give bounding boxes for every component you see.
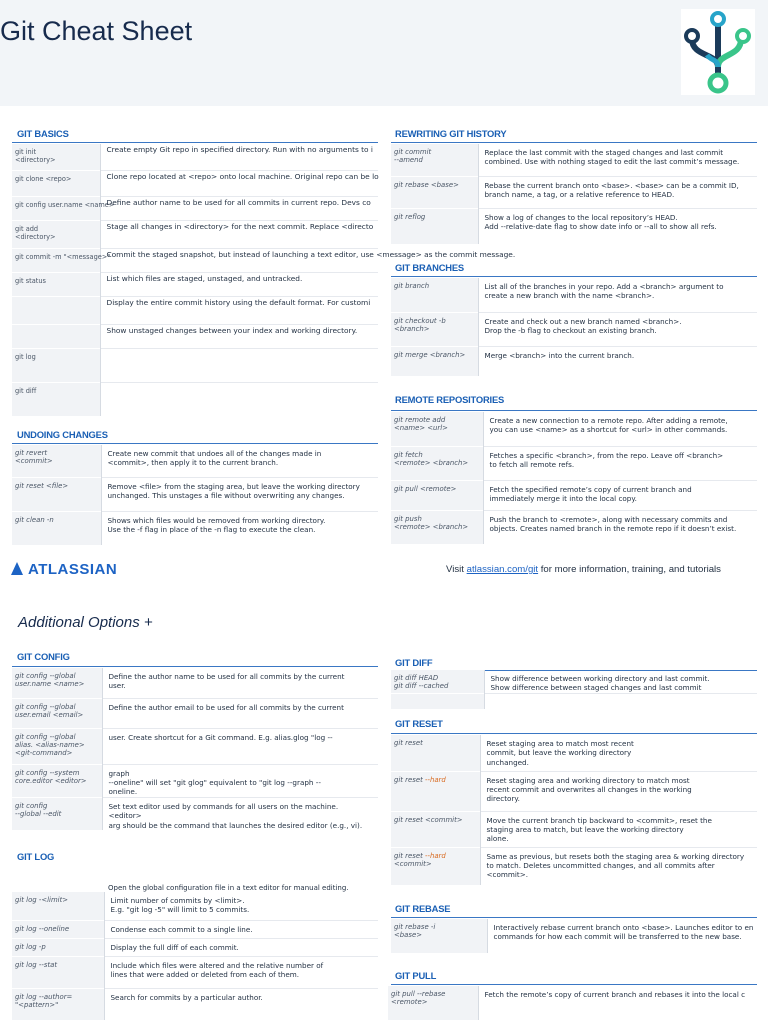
section-title-rewriting: REWRITING GIT HISTORY [395, 128, 507, 139]
command-cell: git reset <file> [12, 477, 101, 511]
table-row [12, 382, 378, 416]
command-cell: git log -<limit> [12, 892, 104, 920]
table-rebase [391, 919, 768, 953]
command-cell: git status [12, 272, 100, 296]
description-cell: Commit the staged snapshot, but instead of launching a text editor, use <message> as the commit message. [100, 248, 378, 272]
description-cell: Push the branch to <remote>, along with necessary commits and objects. Creates named branch in the remote repo if it doesn’t exist. [483, 510, 757, 544]
description-cell: Define author name to be used for all commits in current repo. Devs co [100, 196, 378, 220]
section-title-remote: REMOTE REPOSITORIES [395, 394, 505, 405]
description-cell: Set text editor used by commands for all users on the machine. <editor> arg should be the command that launches the desired editor (e.g., vi). [102, 797, 378, 830]
table-rewriting [391, 144, 757, 244]
description-cell: Move the current branch tip backward to <commit>, reset the staging area to match, but leave the working directory alone. [480, 811, 757, 847]
description-cell: Limit number of commits by <limit>. E.g. "git log -5" will limit to 5 commits. [104, 892, 378, 920]
table-undoing [12, 445, 378, 545]
section-title-config: GIT CONFIG [17, 651, 70, 662]
table-row [12, 445, 378, 477]
table-row [391, 480, 757, 510]
description-cell: List which files are staged, unstaged, and untracked. [100, 272, 378, 296]
description-cell: Reset staging area to match most recent commit, but leave the working directory unchanged. [480, 735, 757, 771]
table-row [391, 312, 757, 346]
description-cell: Display the full diff of each commit. [104, 938, 378, 956]
description-cell: Create a new connection to a remote repo. After adding a remote, you can use <name> as a shortcut for <url> in other commands. [483, 412, 757, 446]
config-trailing-note: Open the global configuration file in a text editor for manual editing. [108, 884, 349, 892]
description-cell: Search for commits by a particular author. [104, 988, 378, 1020]
description-cell: Same as previous, but resets both the staging area & working directory to match. Deletes uncommitted changes, and all commits after <commit>. [480, 847, 757, 885]
command-cell [12, 296, 100, 324]
command-cell: git branch [391, 278, 478, 312]
command-cell: git init <directory> [12, 144, 100, 170]
table-row [391, 144, 757, 176]
command-cell: git diff HEAD git diff --cached [391, 670, 484, 693]
section-title-diff: GIT DIFF [395, 657, 433, 668]
section-rule [391, 142, 757, 143]
page-title: Git Cheat Sheet [0, 16, 193, 46]
description-cell: Display the entire commit history using the default format. For customi [100, 296, 378, 324]
table-row [12, 988, 378, 1020]
table-row [12, 220, 378, 248]
command-cell: git diff [12, 382, 100, 416]
description-cell: Create new commit that undoes all of the changes made in <commit>, then apply it to the current branch. [101, 445, 378, 477]
table-row [12, 764, 378, 797]
atlassian-git-link[interactable]: atlassian.com/git [466, 564, 539, 575]
visit-suffix: for more information, training, and tutorials [538, 564, 721, 575]
description-cell: Fetch the specified remote’s copy of current branch and immediately merge it into the local copy. [483, 480, 757, 510]
description-cell: Clone repo located at <repo> onto local machine. Original repo can be lo [100, 170, 378, 196]
table-row [391, 771, 757, 811]
description-cell: List all of the branches in your repo. Add a <branch> argument to create a new branch with the name <branch>. [478, 278, 757, 312]
command-cell: git clone <repo> [12, 170, 100, 196]
table-row [391, 919, 768, 953]
table-row [12, 920, 378, 938]
description-cell: Define the author email to be used for all commits by the current [102, 698, 378, 728]
section-rule [391, 917, 757, 918]
command-cell: git commit --amend [391, 144, 478, 176]
section-title-reset: GIT RESET [395, 718, 443, 729]
command-cell: git reset <commit> [391, 811, 480, 847]
description-cell: Interactively rebase current branch onto <base>. Launches editor to en commands for how each commit will be transferred to the new base. [487, 919, 768, 953]
additional-options-heading[interactable]: Additional Options + [18, 614, 153, 631]
command-cell: git log --stat [12, 956, 104, 988]
section-rule [391, 733, 757, 734]
table-row [12, 170, 378, 196]
command-cell: git revert <commit> [12, 445, 101, 477]
command-cell: git config user.name <name> [12, 196, 100, 220]
command-cell: git checkout -b <branch> [391, 312, 478, 346]
section-rule [12, 443, 378, 444]
section-rule [391, 984, 757, 985]
command-cell: git reflog [391, 208, 478, 244]
command-cell: git log --author= "<pattern>" [12, 988, 104, 1020]
table-row [12, 296, 378, 324]
command-cell: git fetch <remote> <branch> [391, 446, 483, 480]
description-cell [100, 348, 378, 382]
command-cell [12, 324, 100, 348]
table-row [12, 348, 378, 382]
command-cell [391, 693, 484, 709]
command-cell: git config --global --edit [12, 797, 102, 830]
description-cell: Define the author name to be used for all commits by the current user. [102, 668, 378, 698]
visit-text [446, 564, 721, 575]
description-cell: Remove <file> from the staging area, but leave the working directory unchanged. This unstages a file without overwriting any changes. [101, 477, 378, 511]
section-title-pull: GIT PULL [395, 970, 437, 981]
description-cell [484, 693, 757, 709]
command-cell: git remote add <name> <url> [391, 412, 483, 446]
atlassian-mark-icon [11, 562, 23, 575]
command-cell: git config --global alias. <alias-name> <git-command> [12, 728, 102, 764]
command-cell: git log [12, 348, 100, 382]
command-cell: git pull --rebase <remote> [388, 986, 478, 1020]
table-row [391, 735, 757, 771]
section-title-log: GIT LOG [17, 851, 55, 862]
description-cell: Reset staging area and working directory to match most recent commit and overwrites all changes in the working directory. [480, 771, 757, 811]
table-row [391, 446, 757, 480]
table-row [391, 811, 757, 847]
table-pull [388, 986, 768, 1020]
section-rule [12, 666, 378, 667]
table-row [12, 698, 378, 728]
table-row [391, 412, 757, 446]
command-cell: git config --system core.editor <editor> [12, 764, 102, 797]
description-cell: Create and check out a new branch named <branch>. Drop the -b flag to checkout an existing branch. [478, 312, 757, 346]
section-rule [391, 410, 757, 411]
command-cell: git pull <remote> [391, 480, 483, 510]
command-cell: git push <remote> <branch> [391, 510, 483, 544]
table-row [12, 511, 378, 545]
visit-prefix: Visit [446, 564, 467, 575]
description-cell: Show difference between working directory and last commit. Show difference between staged changes and last commit [484, 670, 757, 693]
table-row [12, 892, 378, 920]
table-branches [391, 278, 757, 376]
description-cell: Condense each commit to a single line. [104, 920, 378, 938]
atlassian-wordmark: ATLASSIAN [28, 561, 118, 578]
table-row [12, 477, 378, 511]
description-cell: graph --oneline" will set "git glog" equivalent to "git log --graph -- oneline. [102, 764, 378, 797]
description-cell: user. Create shortcut for a Git command. E.g. alias.glog "log -- [102, 728, 378, 764]
description-cell: Show unstaged changes between your index and working directory. [100, 324, 378, 348]
table-row [12, 324, 378, 348]
description-cell: Stage all changes in <directory> for the next commit. Replace <directo [100, 220, 378, 248]
section-title-branches: GIT BRANCHES [395, 262, 464, 273]
table-row [12, 938, 378, 956]
description-cell: Rebase the current branch onto <base>. <base> can be a commit ID, branch name, a tag, or a relative reference to HEAD. [478, 176, 757, 208]
command-cell: git config --global user.email <email> [12, 698, 102, 728]
table-row [12, 144, 378, 170]
table-row [391, 278, 757, 312]
section-rule [12, 142, 378, 143]
description-cell: Fetch the remote’s copy of current branch and rebases it into the local c [478, 986, 768, 1020]
table-row [391, 510, 757, 544]
command-cell: git config --global user.name <name> [12, 668, 102, 698]
description-cell: Replace the last commit with the staged changes and last commit combined. Use with nothing staged to edit the last commit’s message. [478, 144, 757, 176]
table-row [12, 248, 378, 272]
command-cell: git reset --hard [391, 771, 480, 811]
table-row [391, 670, 757, 693]
description-cell: Fetches a specific <branch>, from the repo. Leave off <branch> to fetch all remote refs. [483, 446, 757, 480]
table-row [12, 728, 378, 764]
atlassian-logo[interactable] [11, 561, 117, 578]
table-row [391, 208, 757, 244]
description-cell: Create empty Git repo in specified directory. Run with no arguments to i [100, 144, 378, 170]
table-row [391, 176, 757, 208]
table-remote [391, 412, 757, 544]
section-title-basics: GIT BASICS [17, 128, 69, 139]
table-diff [391, 670, 757, 709]
command-cell: git commit -m "<message>" [12, 248, 100, 272]
command-cell: git rebase <base> [391, 176, 478, 208]
section-title-rebase: GIT REBASE [395, 903, 451, 914]
command-cell: git log -p [12, 938, 104, 956]
table-config [12, 668, 378, 830]
table-reset [391, 735, 757, 885]
table-row [12, 196, 378, 220]
command-cell: git rebase -i <base> [391, 919, 487, 953]
table-row [391, 847, 757, 885]
command-cell: git add <directory> [12, 220, 100, 248]
command-cell: git log --oneline [12, 920, 104, 938]
table-row [391, 346, 757, 376]
command-cell: git merge <branch> [391, 346, 478, 376]
table-row [12, 797, 378, 830]
description-cell: Shows which files would be removed from working directory. Use the -f flag in place of the -n flag to execute the clean. [101, 511, 378, 545]
section-rule [391, 276, 757, 277]
command-cell: git clean -n [12, 511, 101, 545]
description-cell [100, 382, 378, 416]
description-cell: Show a log of changes to the local repository’s HEAD. Add --relative-date flag to show date info or --all to show all refs. [478, 208, 757, 244]
table-log [12, 892, 378, 1020]
command-cell: git reset [391, 735, 480, 771]
table-row [388, 986, 768, 1020]
table-row [12, 956, 378, 988]
table-row [12, 668, 378, 698]
table-row [391, 693, 757, 709]
description-cell: Include which files were altered and the relative number of lines that were added or deleted from each of them. [104, 956, 378, 988]
command-cell: git reset --hard <commit> [391, 847, 480, 885]
table-row [12, 272, 378, 296]
git-branch-logo-icon [681, 9, 755, 95]
description-cell: Merge <branch> into the current branch. [478, 346, 757, 376]
section-title-undoing: UNDOING CHANGES [17, 429, 108, 440]
